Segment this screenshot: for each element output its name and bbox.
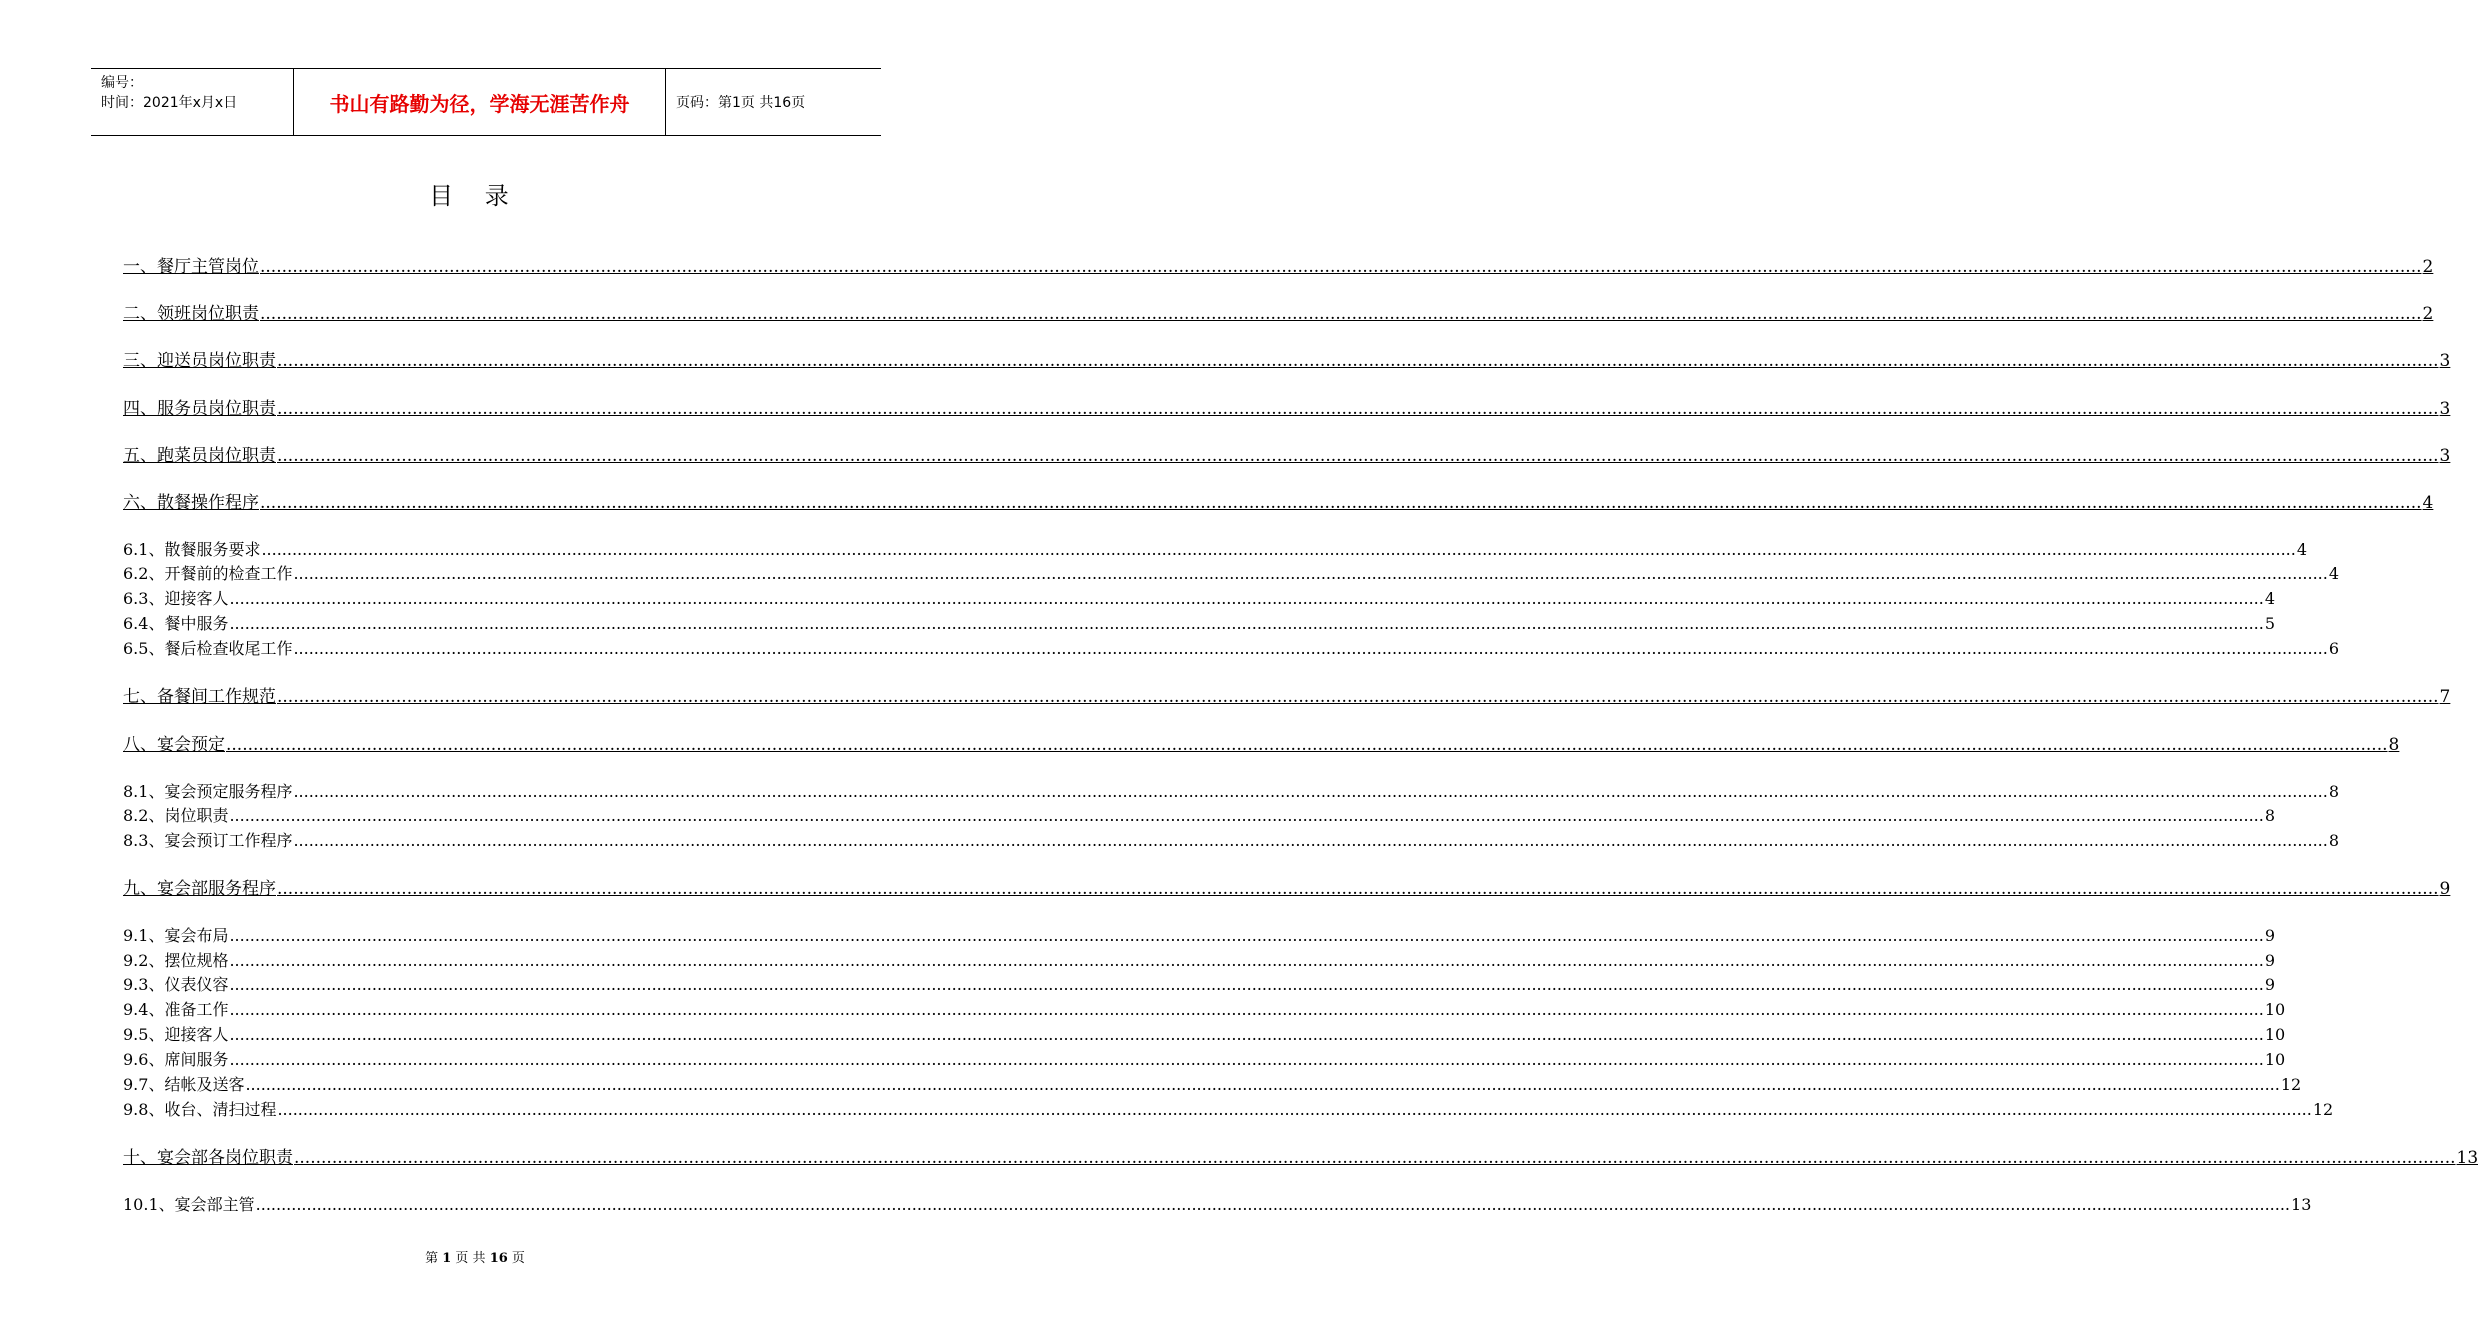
toc-page-number: 4: [2422, 493, 2434, 513]
toc-dot-leader: ................................................................................................................................................................................................................................................................................................................................................................................................................: [229, 589, 2264, 608]
toc-entry-title: 9.7、结帐及送客: [123, 1075, 245, 1094]
toc-subsection-entry[interactable]: [123, 587, 2276, 609]
number-label: 编号：: [101, 75, 143, 91]
toc-subsection-entry[interactable]: [123, 829, 2340, 851]
toc-page-number: 3: [2439, 399, 2451, 419]
toc-entry-number: 四、: [123, 399, 157, 419]
toc-dot-leader: ................................................................................................................................................................................................................................................................................................................................................................................................................: [229, 806, 2264, 825]
toc-page-number: 8: [2328, 782, 2340, 801]
toc-dot-leader: ................................................................................................................................................................................................................................................................................................................................................................................................................: [293, 831, 2328, 850]
toc-entry-title: 8.1、宴会预定服务程序: [123, 782, 293, 801]
toc-subsection-entry[interactable]: [123, 780, 2340, 802]
toc-subsection-entry[interactable]: [123, 949, 2276, 971]
toc-dot-leader: ................................................................................................................................................................................................................................................................................................................................................................................................................: [293, 782, 2328, 801]
toc-page-number: 9: [2264, 926, 2276, 945]
toc-dot-leader: ................................................................................................................................................................................................................................................................................................................................................................................................................: [229, 1000, 2264, 1019]
footer-total-pages: 16: [489, 1251, 508, 1266]
toc-dot-leader: ................................................................................................................................................................................................................................................................................................................................................................................................................: [277, 446, 2439, 466]
toc-page-number: 4: [2296, 540, 2308, 559]
toc-entry-title: 领班岗位职责: [157, 304, 259, 324]
toc-dot-leader: ................................................................................................................................................................................................................................................................................................................................................................................................................: [294, 1148, 2456, 1168]
toc-entry-title: 9.5、迎接客人: [123, 1025, 229, 1044]
toc-entry-title: 6.5、餐后检查收尾工作: [123, 639, 293, 658]
footer-current-page: 1: [442, 1251, 452, 1266]
toc-subsection-entry[interactable]: [123, 998, 2286, 1020]
toc-entry-title: 散餐操作程序: [157, 493, 259, 513]
toc-entry-title: 宴会部服务程序: [157, 879, 276, 899]
toc-dot-leader: ................................................................................................................................................................................................................................................................................................................................................................................................................: [226, 735, 2388, 755]
toc-page-number: 12: [2280, 1075, 2302, 1094]
toc-page-number: 9: [2439, 879, 2451, 899]
toc-entry-number: 三、: [123, 351, 157, 371]
toc-page-number: 9: [2264, 975, 2276, 994]
toc-entry-title: 6.2、开餐前的检查工作: [123, 564, 293, 583]
toc-page-number: 12: [2312, 1100, 2334, 1119]
toc-entry-title: 9.3、仪表仪容: [123, 975, 229, 994]
toc-page-number: 3: [2439, 351, 2451, 371]
toc-entry-title: 跑菜员岗位职责: [157, 446, 276, 466]
toc-dot-leader: ................................................................................................................................................................................................................................................................................................................................................................................................................: [293, 639, 2328, 658]
toc-section-entry[interactable]: [123, 877, 2451, 899]
toc-section-entry[interactable]: [123, 1146, 2478, 1168]
toc-subsection-entry[interactable]: [123, 1193, 2312, 1215]
page-title: 目 录: [429, 182, 521, 210]
toc-page-number: 7: [2439, 687, 2451, 707]
footer-mid: 页 共: [455, 1251, 486, 1266]
toc-section-entry[interactable]: [123, 397, 2451, 419]
toc-entry-title: 8.2、岗位职责: [123, 806, 229, 825]
toc-entry-title: 6.3、迎接客人: [123, 589, 229, 608]
toc-section-entry[interactable]: [123, 733, 2400, 755]
toc-subsection-entry[interactable]: [123, 1098, 2334, 1120]
toc-section-entry[interactable]: [123, 255, 2434, 277]
toc-dot-leader: ................................................................................................................................................................................................................................................................................................................................................................................................................: [229, 614, 2264, 633]
toc-subsection-entry[interactable]: [123, 804, 2276, 826]
toc-dot-leader: ................................................................................................................................................................................................................................................................................................................................................................................................................: [293, 564, 2328, 583]
toc-dot-leader: ................................................................................................................................................................................................................................................................................................................................................................................................................: [229, 1050, 2264, 1069]
toc-section-entry[interactable]: [123, 685, 2451, 707]
toc-entry-title: 9.1、宴会布局: [123, 926, 229, 945]
toc-subsection-entry[interactable]: [123, 973, 2276, 995]
toc-dot-leader: ................................................................................................................................................................................................................................................................................................................................................................................................................: [255, 1195, 2291, 1214]
toc-page-number: 10: [2264, 1000, 2286, 1019]
toc-dot-leader: ................................................................................................................................................................................................................................................................................................................................................................................................................: [260, 257, 2422, 277]
toc-entry-number: 五、: [123, 446, 157, 466]
footer-suffix: 页: [511, 1251, 525, 1266]
header-table: [91, 68, 881, 136]
toc-dot-leader: ................................................................................................................................................................................................................................................................................................................................................................................................................: [261, 540, 2296, 559]
toc-dot-leader: ................................................................................................................................................................................................................................................................................................................................................................................................................: [277, 687, 2439, 707]
toc-entry-title: 9.2、摆位规格: [123, 951, 229, 970]
toc-page-number: 10: [2264, 1050, 2286, 1069]
toc-section-entry[interactable]: [123, 349, 2451, 371]
toc-subsection-entry[interactable]: [123, 1073, 2302, 1095]
toc-entry-title: 宴会部各岗位职责: [157, 1148, 293, 1168]
toc-entry-number: 一、: [123, 257, 157, 277]
toc-page-number: 8: [2388, 735, 2400, 755]
toc-entry-title: 9.8、收台、清扫过程: [123, 1100, 277, 1119]
header-meta: [91, 69, 293, 135]
toc-page-number: 13: [2291, 1195, 2312, 1214]
toc-subsection-entry[interactable]: [123, 637, 2340, 659]
toc-dot-leader: ................................................................................................................................................................................................................................................................................................................................................................................................................: [229, 1025, 2264, 1044]
toc-subsection-entry[interactable]: [123, 1023, 2286, 1045]
toc-dot-leader: ................................................................................................................................................................................................................................................................................................................................................................................................................: [277, 399, 2439, 419]
toc-entry-title: 6.1、散餐服务要求: [123, 540, 261, 559]
footer-prefix: 第: [425, 1251, 439, 1266]
toc-entry-number: 八、: [123, 735, 157, 755]
toc-page-number: 9: [2264, 951, 2276, 970]
page-footer: [0, 1247, 950, 1266]
toc-subsection-entry[interactable]: [123, 924, 2276, 946]
toc-subsection-entry[interactable]: [123, 1048, 2286, 1070]
toc-entry-number: 十、: [123, 1148, 157, 1168]
toc-page-number: 2: [2422, 257, 2434, 277]
toc-page-number: 10: [2264, 1025, 2286, 1044]
toc-dot-leader: ................................................................................................................................................................................................................................................................................................................................................................................................................: [245, 1075, 2280, 1094]
toc-section-entry[interactable]: [123, 302, 2434, 324]
toc-dot-leader: ................................................................................................................................................................................................................................................................................................................................................................................................................: [277, 1100, 2312, 1119]
header-page-info: 页码：第1页 共16页: [676, 95, 806, 111]
toc-dot-leader: ................................................................................................................................................................................................................................................................................................................................................................................................................: [277, 879, 2439, 899]
toc-entry-title: 8.3、宴会预订工作程序: [123, 831, 293, 850]
toc-page-number: 8: [2328, 831, 2340, 850]
toc-subsection-entry[interactable]: [123, 612, 2276, 634]
toc-section-entry[interactable]: [123, 444, 2451, 466]
toc-dot-leader: ................................................................................................................................................................................................................................................................................................................................................................................................................: [260, 493, 2422, 513]
toc-entry-title: 服务员岗位职责: [157, 399, 276, 419]
toc-section-entry[interactable]: [123, 491, 2434, 513]
toc-dot-leader: ................................................................................................................................................................................................................................................................................................................................................................................................................: [277, 351, 2439, 371]
header-motto: 书山有路勤为径，学海无涯苦作舟: [293, 69, 666, 135]
toc-entry-number: 九、: [123, 879, 157, 899]
toc-entry-title: 宴会预定: [157, 735, 225, 755]
toc-page-number: 3: [2439, 446, 2451, 466]
toc-entry-number: 六、: [123, 493, 157, 513]
toc-page-number: 6: [2328, 639, 2340, 658]
toc-entry-number: 二、: [123, 304, 157, 324]
toc-page-number: 2: [2422, 304, 2434, 324]
toc-entry-title: 10.1、宴会部主管: [123, 1195, 255, 1214]
toc-dot-leader: ................................................................................................................................................................................................................................................................................................................................................................................................................: [229, 926, 2264, 945]
toc-dot-leader: ................................................................................................................................................................................................................................................................................................................................................................................................................: [229, 951, 2264, 970]
time-label: 时间：2021年x月x日: [101, 95, 238, 111]
toc-subsection-entry[interactable]: [123, 538, 2308, 560]
toc-entry-number: 七、: [123, 687, 157, 707]
toc-page-number: 8: [2264, 806, 2276, 825]
toc-dot-leader: ................................................................................................................................................................................................................................................................................................................................................................................................................: [229, 975, 2264, 994]
toc-entry-title: 9.6、席间服务: [123, 1050, 229, 1069]
toc-page-number: 4: [2328, 564, 2340, 583]
toc-entry-title: 迎送员岗位职责: [157, 351, 276, 371]
toc-entry-title: 备餐间工作规范: [157, 687, 276, 707]
toc-page-number: 13: [2456, 1148, 2478, 1168]
toc-entry-title: 餐厅主管岗位: [157, 257, 259, 277]
toc-dot-leader: ................................................................................................................................................................................................................................................................................................................................................................................................................: [260, 304, 2422, 324]
toc-entry-title: 9.4、准备工作: [123, 1000, 229, 1019]
toc-page-number: 5: [2264, 614, 2276, 633]
toc-entry-title: 6.4、餐中服务: [123, 614, 229, 633]
toc-page-number: 4: [2264, 589, 2276, 608]
toc-subsection-entry[interactable]: [123, 562, 2340, 584]
